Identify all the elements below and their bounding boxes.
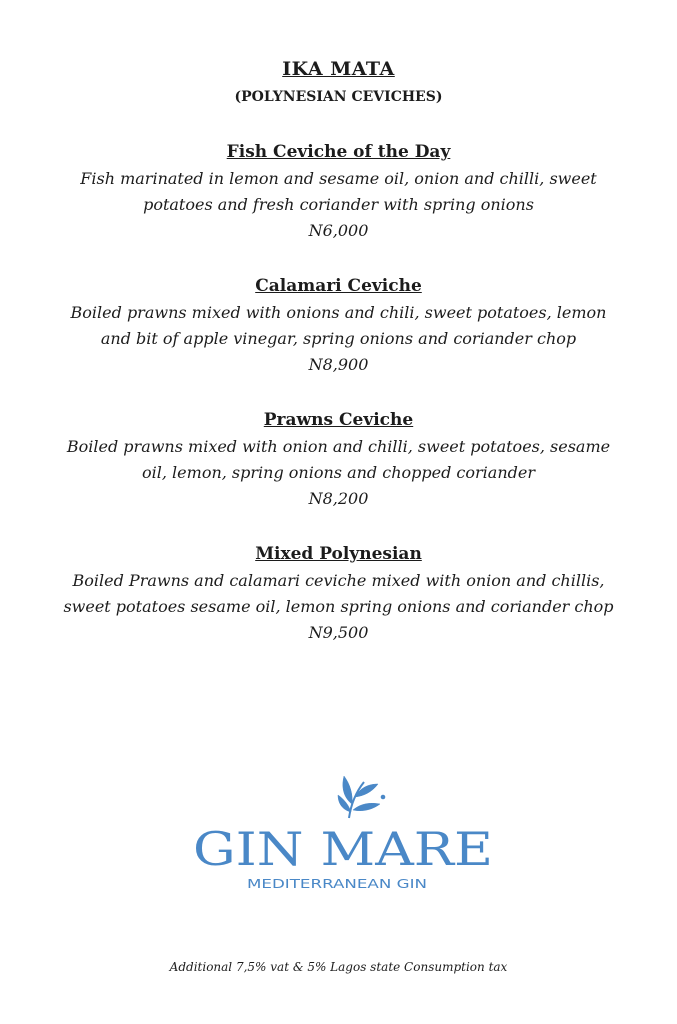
item-price: N9,500 — [308, 623, 369, 642]
menu-item-calamari-ceviche — [20, 274, 657, 378]
tax-note: Additional 7,5% vat & 5% Lagos state Consumption tax — [169, 960, 508, 974]
gin-mare-logo-graphic — [0, 770, 677, 900]
menu-item-prawns-ceviche — [20, 408, 657, 512]
item-description-line: oil, lemon, spring onions and chopped coriander — [142, 463, 535, 482]
menu-subtitle: (POLYNESIAN CEVICHES) — [234, 89, 443, 105]
item-name: Calamari Ceviche — [255, 276, 422, 296]
item-price: N6,000 — [308, 221, 369, 240]
item-description-line: Boiled prawns mixed with onion and chilli, sweet potatoes, sesame — [66, 437, 611, 456]
menu-item-mixed-polynesian — [20, 542, 657, 646]
item-price: N8,900 — [308, 355, 369, 374]
menu-item-fish-ceviche — [20, 140, 657, 244]
item-description-line: sweet potatoes sesame oil, lemon spring onions and coriander chop — [63, 597, 614, 616]
item-description-line: and bit of apple vinegar, spring onions and coriander chop — [100, 329, 577, 348]
gin-mare-logo — [0, 770, 677, 900]
item-description-line: Boiled prawns mixed with onions and chili, sweet potatoes, lemon — [70, 303, 607, 322]
item-name: Mixed Polynesian — [255, 544, 422, 564]
logo-brand: GIN MARE — [193, 822, 493, 876]
logo-tagline: MEDITERRANEAN GIN — [247, 877, 427, 891]
item-description-line: Fish marinated in lemon and sesame oil, onion and chilli, sweet — [80, 169, 597, 188]
item-name: Fish Ceviche of the Day — [226, 142, 451, 162]
olive-branch-icon — [338, 776, 385, 818]
menu-title: IKA MATA — [282, 58, 395, 80]
item-description-line: Boiled Prawns and calamari ceviche mixed with onion and chillis, — [72, 571, 605, 590]
item-price: N8,200 — [308, 489, 369, 508]
item-description-line: potatoes and fresh coriander with spring onions — [143, 195, 534, 214]
item-name: Prawns Ceviche — [263, 410, 414, 430]
